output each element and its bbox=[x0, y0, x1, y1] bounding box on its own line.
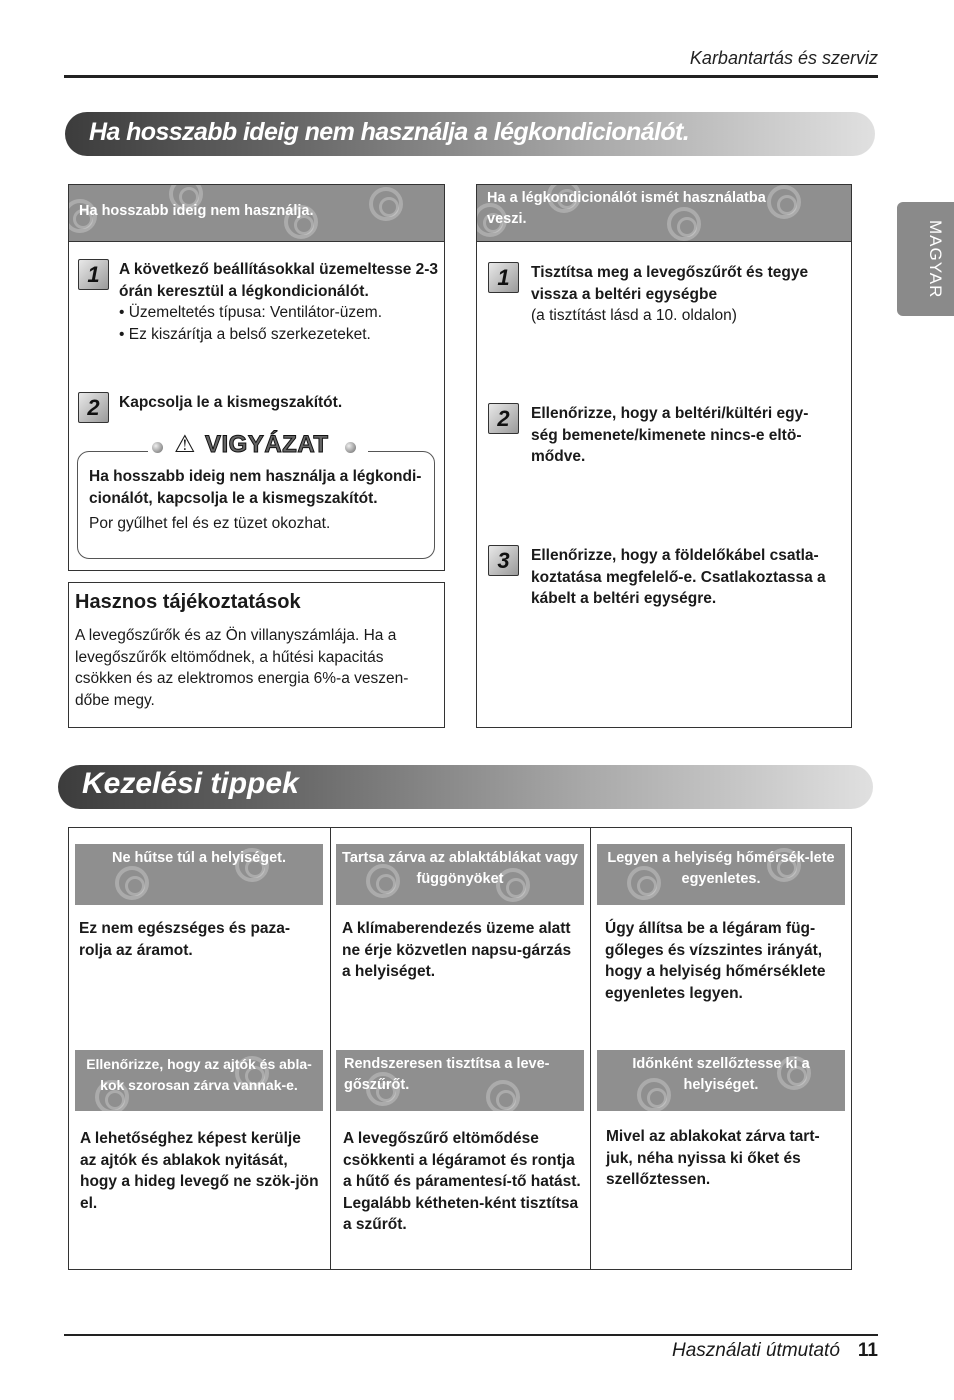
caution-text bbox=[89, 466, 429, 535]
tip-title: Ellenőrizze, hogy az ajtók és abla-kok szorosan zárva vannak-e. bbox=[86, 1056, 312, 1093]
step-instruction: Kapcsolja le a kismegszakítót. bbox=[119, 394, 343, 411]
tip-text: Úgy állítsa be a légáram füg-gőleges és vízszintes irányát, hogy a helyiség hőmérséklete egyenletes legyen. bbox=[605, 920, 826, 1002]
tip-header bbox=[75, 844, 323, 905]
tip-title: Legyen a helyiség hőmérsék-lete egyenletes. bbox=[607, 850, 835, 887]
right-box-title: Ha a légkondicionálót ismét használatba veszi. bbox=[487, 190, 766, 227]
right-step-1 bbox=[488, 262, 843, 332]
tip-text: A klímaberendezés üzeme alatt ne érje közvetlen napsu-gárzás a helyiséget. bbox=[342, 920, 572, 980]
step-number: 1 bbox=[488, 262, 519, 293]
step-number: 1 bbox=[78, 259, 109, 290]
section-banner-long-idle bbox=[65, 112, 875, 156]
tip-text: A lehetőséghez képest kerülje az ajtók és ablakok nyitását, hogy a hideg levegő ne szök-jön el. bbox=[80, 1130, 319, 1212]
column-divider bbox=[330, 828, 331, 1269]
bullet-dot-icon bbox=[152, 442, 163, 453]
tips-grid bbox=[68, 827, 852, 1270]
swirl-icon bbox=[115, 866, 149, 900]
tip-title: Ne hűtse túl a helyiséget. bbox=[111, 850, 287, 866]
useful-info-box bbox=[68, 582, 445, 728]
section-title: Karbantartás és szerviz bbox=[689, 48, 878, 68]
left-box-header bbox=[69, 185, 444, 242]
info-text: A levegőszűrők és az Ön villanyszámlája. Ha a levegőszűrők eltömődnek, a hűtési kapacitás csökken és az elektromos energia 6%-a veszen-dőbe megy. bbox=[75, 627, 409, 709]
step-number: 2 bbox=[488, 403, 519, 434]
tip-text: A levegőszűrő eltömődése csökkenti a légáramot és rontja a hűtő és páramentesí-tő hatást. Legalább kétheten-ként tisztítsa a szűrőt. bbox=[343, 1130, 581, 1233]
bullet-dot-icon bbox=[345, 442, 356, 453]
tip-title: Tartsa zárva az ablaktáblákat vagy függönyöket bbox=[342, 850, 578, 887]
column-divider bbox=[590, 828, 591, 1269]
info-title: Hasznos tájékoztatások bbox=[75, 591, 301, 613]
right-box-header bbox=[477, 185, 851, 242]
left-step-2 bbox=[78, 392, 438, 426]
tip-text: Ez nem egészséges és paza-rolja az áramot. bbox=[79, 920, 291, 959]
tip-header bbox=[597, 1050, 845, 1111]
step-instruction: A következő beállításokkal üzemeltesse 2-3 órán keresztül a légkondicionálót. bbox=[119, 261, 439, 300]
step-instruction: Ellenőrizze, hogy a beltéri/kültéri egy-ség bemenete/kimenete nincs-e eltö-mődve. bbox=[531, 405, 809, 465]
tip-header bbox=[336, 844, 584, 905]
banner-title: Ha hosszabb ideig nem használja a légkondicionálót. bbox=[89, 118, 690, 146]
tip-text: Mivel az ablakokat zárva tart-juk, néha nyissa ki őket és szellőztessen. bbox=[606, 1128, 820, 1188]
page-header bbox=[64, 48, 878, 78]
left-step-1 bbox=[78, 259, 438, 349]
language-tab-label: MAGYAR bbox=[926, 219, 945, 299]
step-instruction: Ellenőrizze, hogy a földelőkábel csatla-koztatása megfelelő-e. Csatlakoztassa a kábelt a beltéri egységre. bbox=[531, 547, 826, 607]
page-footer bbox=[64, 1334, 878, 1361]
step-bullet: • Ez kiszárítja a belső szerkezeteket. bbox=[119, 325, 371, 343]
caution-warning: Ha hosszabb ideig nem használja a légkondi-cionálót, kapcsolja le a kismegszakítót. bbox=[89, 468, 422, 507]
tip-header bbox=[75, 1050, 323, 1111]
tip-header bbox=[597, 844, 845, 905]
step-bullet: • Üzemeltetés típusa: Ventilátor-üzem. bbox=[119, 304, 383, 321]
step-number: 3 bbox=[488, 545, 519, 576]
section-banner-tips bbox=[58, 765, 873, 809]
right-step-3 bbox=[488, 545, 843, 615]
step-instruction: Tisztítsa meg a levegőszűrőt és tegye vissza a beltéri egységbe bbox=[531, 264, 809, 303]
banner-title: Kezelési tippek bbox=[82, 767, 299, 800]
caution-title: VIGYÁZAT bbox=[205, 431, 329, 458]
tip-title: Időnként szellőztesse ki a helyiséget. bbox=[632, 1056, 810, 1093]
warning-triangle-icon: ⚠ bbox=[174, 431, 196, 458]
caution-heading bbox=[148, 429, 368, 463]
language-tab bbox=[897, 202, 954, 316]
tip-header bbox=[336, 1050, 584, 1111]
step-number: 2 bbox=[78, 392, 109, 423]
manual-title: Használati útmutató bbox=[671, 1340, 840, 1361]
step-note: (a tisztítást lásd a 10. oldalon) bbox=[531, 307, 737, 324]
page-number: 11 bbox=[857, 1340, 878, 1361]
right-step-2 bbox=[488, 403, 843, 473]
caution-reason: Por gyűlhet fel és ez tüzet okozhat. bbox=[89, 515, 331, 532]
left-box-title: Ha hosszabb ideig nem használja. bbox=[79, 203, 314, 219]
tip-title: Rendszeresen tisztítsa a leve-gőszűrőt. bbox=[344, 1056, 550, 1093]
